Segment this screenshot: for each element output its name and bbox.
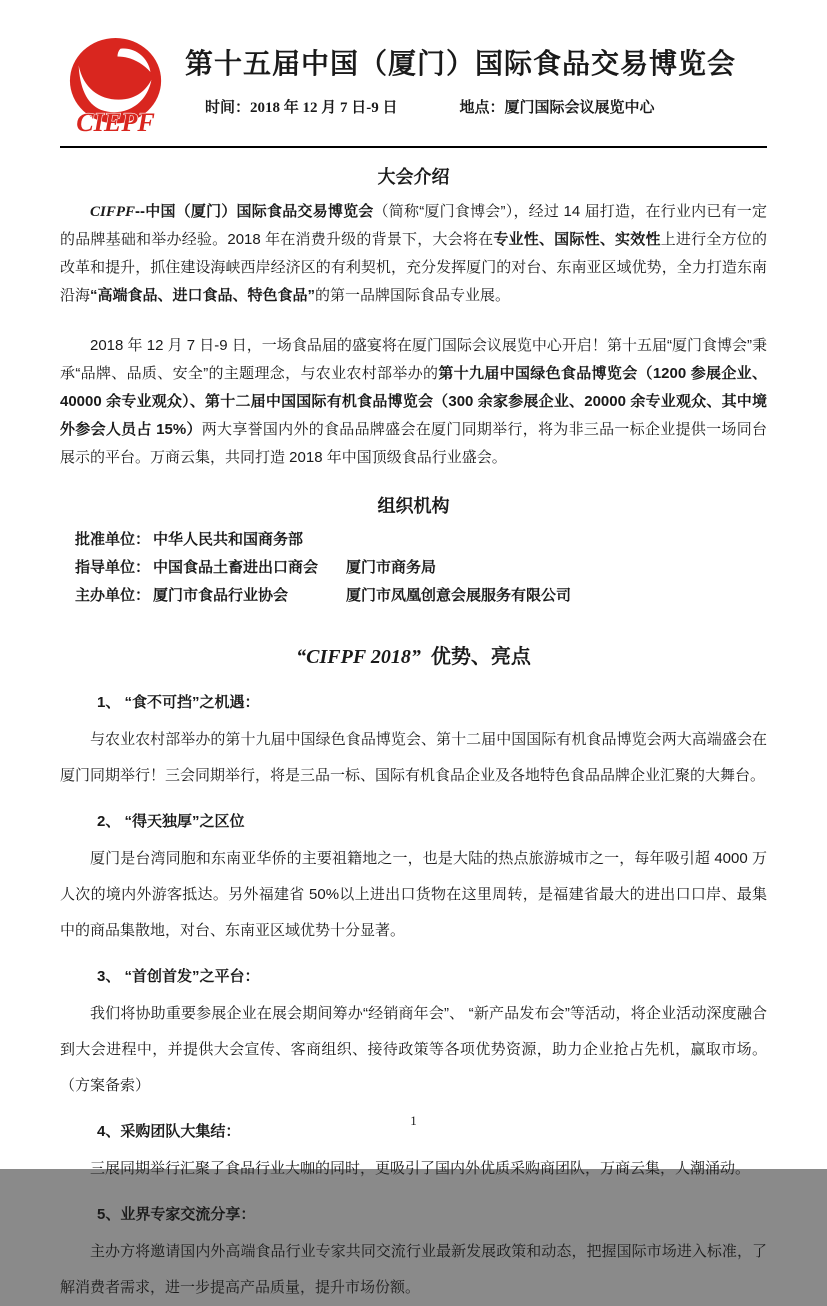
highlight-item-5-body: 主办方将邀请国内外高端食品行业专家共同交流行业最新发展政策和动态，把握国际市场进入标准，了解消费者需求，进一步提高产品质量，提升市场份额。 (60, 1243, 767, 1296)
org-value: 厦门市凤凰创意会展服务有限公司 (346, 587, 572, 604)
highlight-item-2-title: 2、 “得天独厚”之区位 (97, 813, 245, 830)
header-text (183, 36, 767, 117)
document-header (0, 0, 827, 140)
highlight-item-2-body: 厦门是台湾同胞和东南亚华侨的主要祖籍地之一，也是大陆的热点旅游城市之一，每年吸引超 4000 万人次的境内外游客抵达。另外福建省 50%以上进出口货物在这里周转，是福建省最大的进出口口岸、最集中的商品集散地，对台、东南亚区域优势十分显著。 (60, 850, 767, 939)
org-value: 厦门市商务局 (346, 559, 437, 576)
page-number: 1 (410, 1113, 417, 1128)
highlights-heading-cn: 优势、亮点 (430, 646, 531, 668)
organization-list (60, 526, 767, 610)
highlight-item-1-body: 与农业农村部举办的第十九届中国绿色食品博览会、第十二届中国国际有机食品博览会两大高端盛会在厦门同期举行！三会同期举行，将是三品一标、国际有机食品企业及各地特色食品品牌企业汇聚的大舞台。 (60, 731, 767, 784)
event-info-line (183, 96, 767, 117)
org-label: 主办单位： (75, 587, 151, 604)
event-time: 时间：2018 年 12 月 7 日-9 日 (205, 99, 398, 116)
highlight-item-3-title: 3、 “首创首发”之平台： (97, 968, 260, 985)
org-label: 指导单位： (75, 559, 151, 576)
highlight-item-5-title: 5、业界专家交流分享： (97, 1206, 256, 1223)
document-title: 第十五届中国（厦门）国际食品交易博览会 (185, 48, 737, 79)
ciepf-logo-icon (68, 36, 165, 140)
document-body (0, 163, 827, 1306)
highlight-item-3-body: 我们将协助重要参展企业在展会期间筹办“经销商年会”、 “新产品发布会”等活动，将企业活动深度融合到大会进程中，并提供大会宣传、客商组织、接待政策等各项优势资源，助力企业抢占先机，赢取市场。（方案备索） (60, 1005, 767, 1094)
org-row-guidance (75, 554, 767, 582)
org-row-host (75, 582, 767, 610)
org-value: 厦门市食品行业协会 (153, 587, 289, 604)
section-heading-intro: 大会介绍 (377, 167, 450, 187)
event-place: 地点：厦门国际会议展览中心 (459, 99, 655, 116)
intro-paragraph-2: 2018 年 12 月 7 日-9 日，一场食品届的盛宴将在厦门国际会议展览中心开启！第十五届“厦门食博会”秉承“品牌、品质、安全”的主题理念，与农业农村部举办的第十九届中国绿色食品博览会（1200 参展企业、40000 余专业观众）、第十二届中国国际有机食品博览会（300 余家参展企业、20000 余专业观众、其中境外参会人员占 15%）两大享誉国内外的食品品牌盛会在厦门同期举行，将为非三品一标企业提供一场同台展示的平台。万商云集，共同打造 2018 年中国顶级食品行业盛会。 (60, 337, 767, 466)
section-heading-highlights (60, 640, 767, 669)
org-value: 中国食品土畜进出口商会 (153, 559, 319, 576)
org-value: 中华人民共和国商务部 (153, 531, 304, 548)
ciepf-logo (68, 36, 165, 140)
org-row-approval (75, 526, 767, 554)
section-heading-organization: 组织机构 (377, 496, 450, 516)
logo-text: CIEPF (76, 108, 155, 138)
highlight-item-1-title: 1、 “食不可挡”之机遇： (97, 694, 260, 711)
highlight-item-4-body: 三展同期举行汇聚了食品行业大咖的同时，更吸引了国内外优质采购商团队，万商云集，人潮涌动。 (90, 1160, 751, 1177)
highlight-item-4-title: 4、采购团队大集结： (97, 1123, 241, 1140)
org-label: 批准单位： (75, 531, 151, 548)
intro-paragraph-1: CIFPF--中国（厦门）国际食品交易博览会（简称“厦门食博会”），经过 14 届打造，在行业内已有一定的品牌基础和举办经验。2018 年在消费升级的背景下，大会将在专业性、国际性、实效性上进行全方位的改革和提升，抓住建设海峡西岸经济区的有利契机，充分发挥厦门的对台、东南亚区域优势，全力打造东南沿海“高端食品、进口食品、特色食品”的第一品牌国际食品专业展。 (60, 203, 767, 304)
highlights-heading-en: “CIFPF 2018” (296, 646, 421, 668)
header-divider (60, 146, 767, 148)
